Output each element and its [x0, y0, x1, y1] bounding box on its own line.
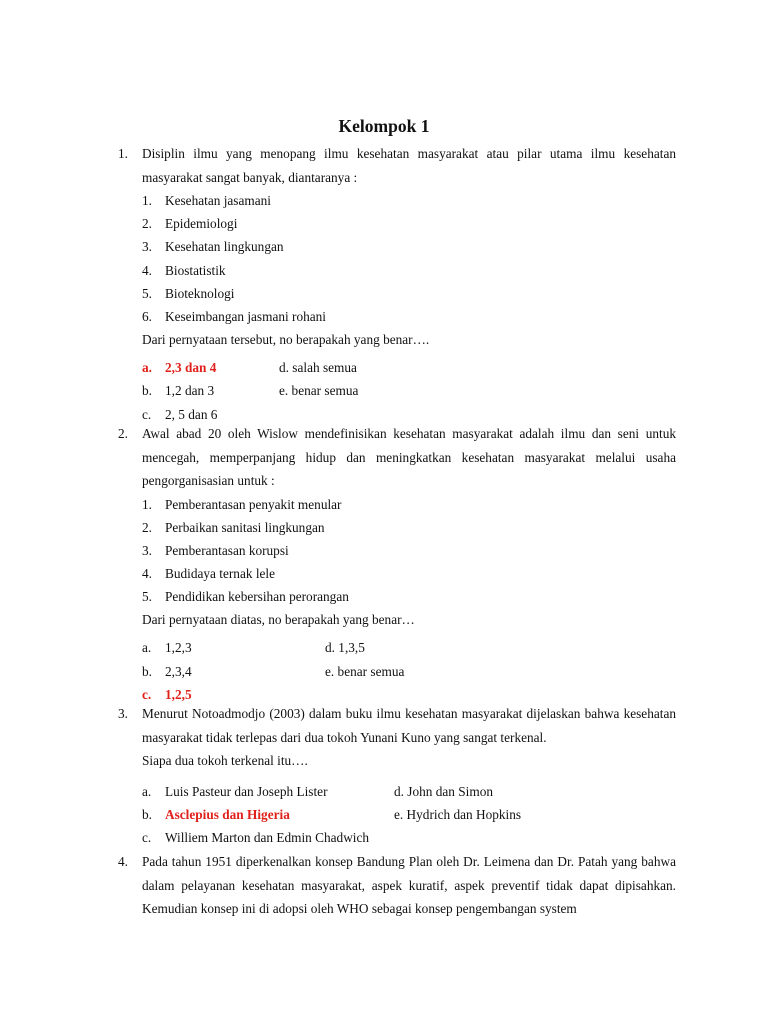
answer-options — [142, 780, 676, 850]
question-prompt: Siapa dua tokoh terkenal itu…. — [142, 753, 308, 768]
list-item: 4. Budidaya ternak lele — [142, 566, 276, 582]
answer-option-c: c. 2, 5 dan 6 — [142, 406, 218, 422]
answer-options — [142, 356, 676, 426]
question-number: 1. — [118, 146, 128, 161]
list-item: 4. Biostatistik — [142, 262, 226, 278]
answer-option-d: d. John dan Simon — [394, 784, 493, 799]
answer-option-c: c. 1,2,5 — [142, 686, 192, 702]
answer-option-e: e. Hydrich dan Hopkins — [394, 807, 522, 823]
list-item: 1. Pemberantasan penyakit menular — [142, 496, 342, 512]
answer-option-b: b. 2,3,4 e. benar semua — [142, 660, 676, 683]
question-1 — [118, 142, 676, 426]
page-title: Kelompok 1 — [338, 116, 430, 136]
question-4 — [118, 850, 676, 921]
question-number: 3. — [118, 706, 128, 721]
answer-option-c: c. Williem Marton dan Edmin Chadwich — [142, 830, 370, 846]
list-item: 1. Kesehatan jasamani — [142, 193, 271, 208]
list-item: 6. Keseimbangan jasmani rohani — [142, 308, 326, 324]
question-2 — [118, 422, 676, 706]
answer-option-d: d. salah semua — [279, 360, 357, 376]
question-text: Awal abad 20 oleh Wislow mendefinisikan kesehatan masyarakat adalah ilmu dan seni untuk mencegah, memperpanjang hidup dan meningkatkan kesehatan masyarakat melalui usaha pengorganisasian untuk : — [142, 426, 676, 488]
list-item: 5. Pendidikan kebersihan perorangan — [142, 589, 349, 605]
question-prompt: Dari pernyataan diatas, no berapakah yang benar… — [142, 612, 415, 628]
question-prompt: Dari pernyataan tersebut, no berapakah yang benar…. — [142, 332, 430, 348]
list-item: 3. Kesehatan lingkungan — [142, 239, 284, 255]
question-number: 4. — [118, 854, 128, 869]
question-text: Disiplin ilmu yang menopang ilmu kesehatan masyarakat atau pilar utama ilmu kesehatan masyarakat sangat banyak, diantaranya : — [142, 146, 676, 185]
list-item: 2. Epidemiologi — [142, 216, 238, 232]
answer-option-d: d. 1,3,5 — [325, 640, 365, 656]
statement-list — [142, 189, 676, 328]
answer-options — [142, 636, 676, 706]
statement-list — [142, 493, 676, 609]
question-number: 2. — [118, 426, 128, 441]
answer-option-a: a. Luis Pasteur dan Joseph Lister d. John dan Simon — [142, 780, 676, 803]
question-text: Pada tahun 1951 diperkenalkan konsep Bandung Plan oleh Dr. Leimena dan Dr. Patah yang bahwa dalam pelayanan kesehatan masyarakat, aspek kuratif, aspek preventif tidak dapat dipisahkan. Kemudian konsep ini di adopsi oleh WHO sebagai konsep pengembangan system — [142, 854, 676, 916]
answer-option-a: a. 2,3 dan 4 d. salah semua — [142, 356, 676, 379]
list-item: 5. Bioteknologi — [142, 285, 235, 301]
question-3 — [118, 702, 676, 850]
answer-option-e: e. benar semua — [279, 383, 359, 399]
question-text: Menurut Notoadmodjo (2003) dalam buku ilmu kesehatan masyarakat dijelaskan bahwa kesehatan masyarakat tidak terlepas dari dua tokoh Yunani Kuno yang sangat terkenal. — [142, 706, 676, 745]
answer-option-b: b. 1,2 dan 3 e. benar semua — [142, 379, 676, 402]
answer-option-a: a. 1,2,3 d. 1,3,5 — [142, 636, 676, 659]
answer-option-b: b. Asclepius dan Higeria e. Hydrich dan Hopkins — [142, 803, 676, 826]
list-item: 2. Perbaikan sanitasi lingkungan — [142, 519, 325, 535]
answer-option-e: e. benar semua — [325, 663, 405, 679]
list-item: 3. Pemberantasan korupsi — [142, 542, 289, 558]
